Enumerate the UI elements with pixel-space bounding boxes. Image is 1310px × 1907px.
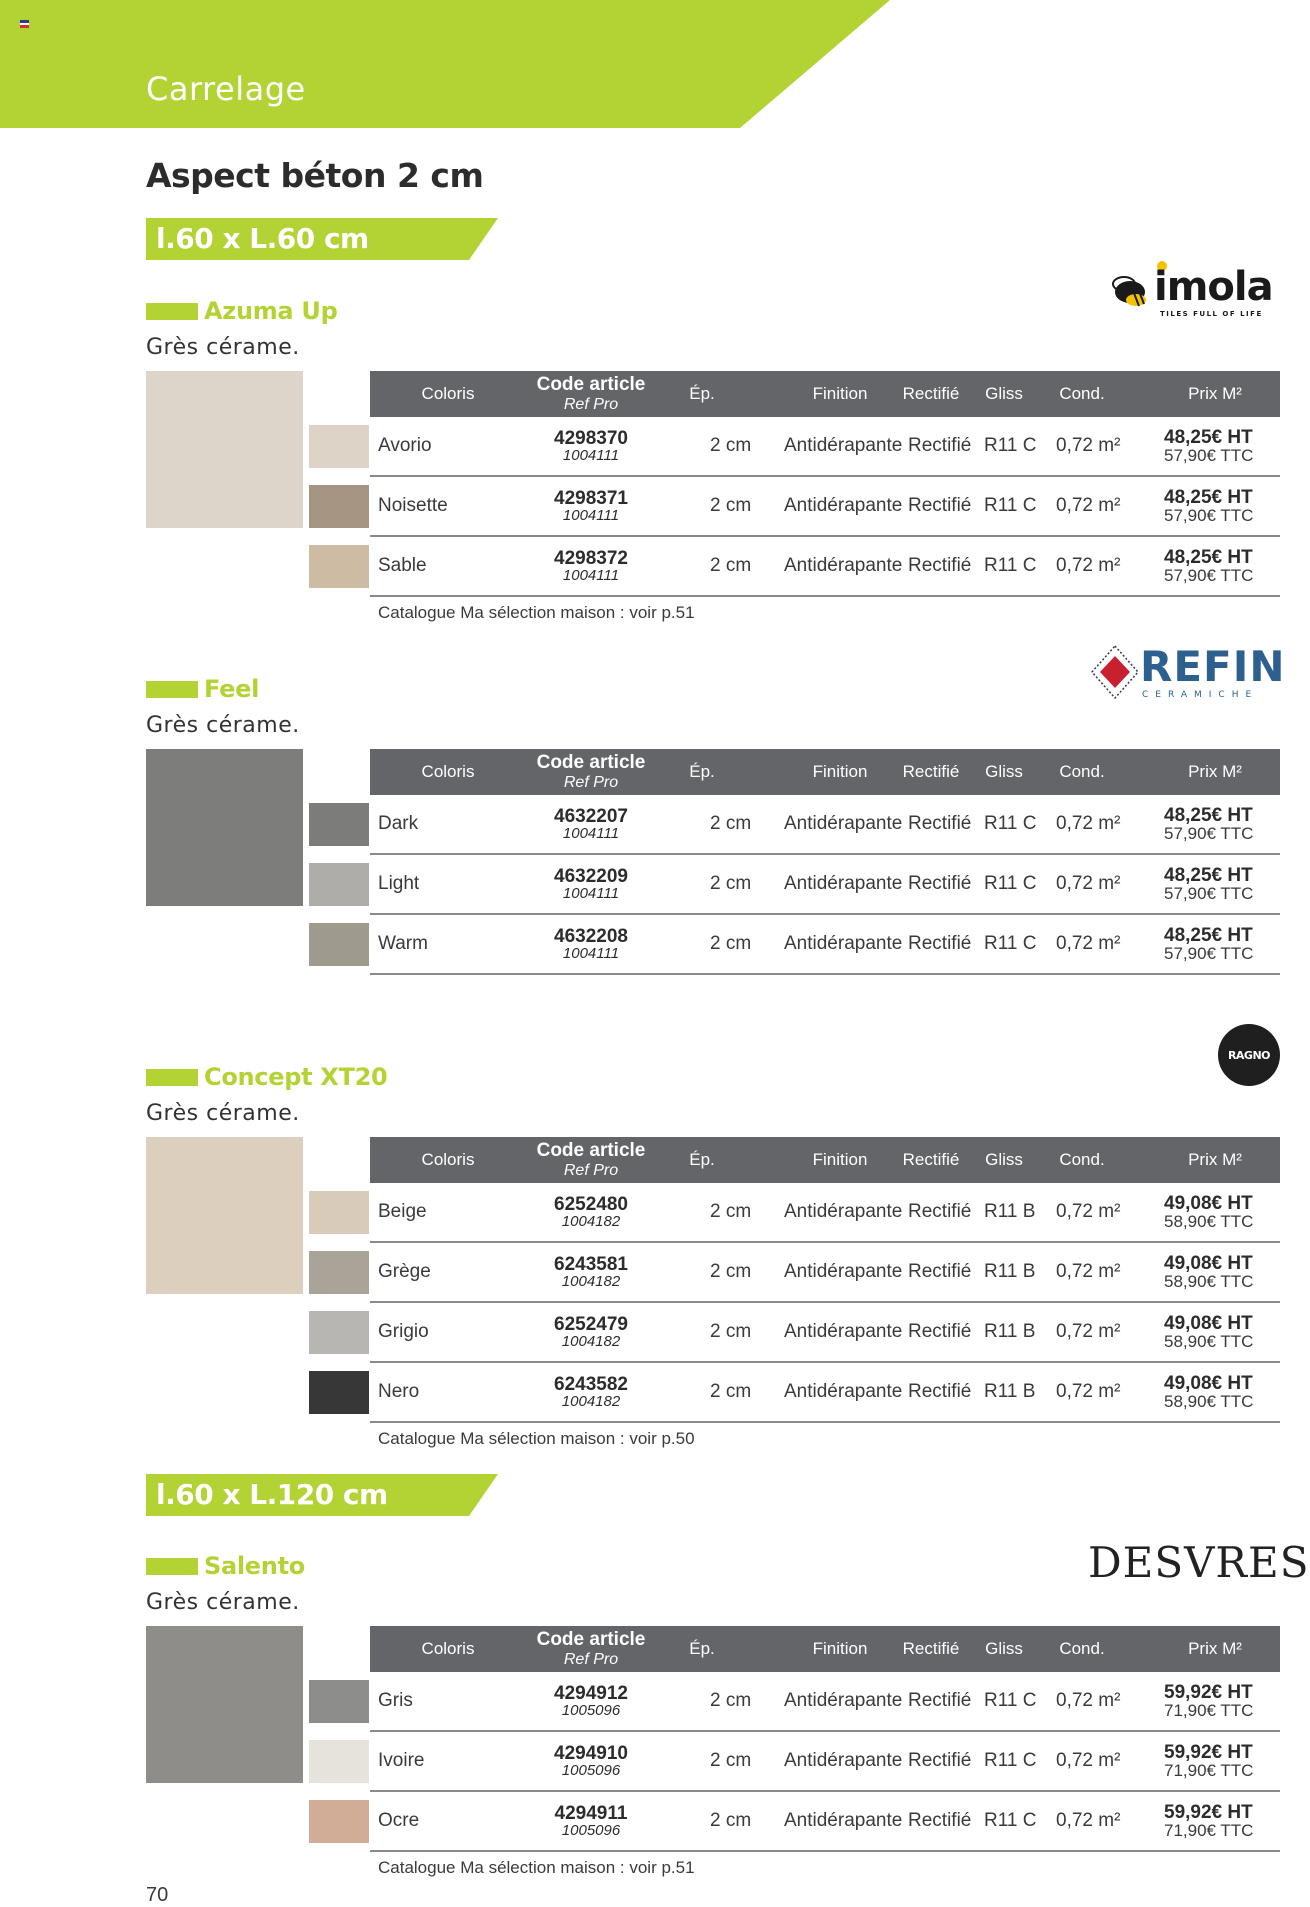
color-swatch — [309, 1740, 369, 1783]
row-cond: 0,72 m² — [1056, 1810, 1121, 1831]
header-finition: Finition — [812, 383, 868, 403]
row-price-ttc: 71,90€ TTC — [1164, 1761, 1254, 1780]
section-title: Azuma Up — [204, 297, 338, 325]
row-refpro-value: 1005096 — [561, 1762, 621, 1779]
row-rectifie: Rectifié — [908, 495, 972, 516]
row-cond: 0,72 m² — [1056, 1750, 1121, 1771]
row-price — [1164, 1363, 1280, 1421]
page-number: 70 — [146, 1884, 169, 1906]
table-header — [370, 371, 1280, 417]
header-finition: Finition — [812, 1638, 868, 1658]
header-code — [518, 749, 664, 795]
row-price-ttc: 57,90€ TTC — [1164, 884, 1254, 903]
product-main-swatch — [146, 371, 303, 528]
size-bar-60x120 — [146, 1474, 498, 1516]
refin-logo — [1090, 642, 1286, 704]
header-prix: Prix M² — [1188, 761, 1242, 781]
catalogue-note: Catalogue Ma sélection maison : voir p.51 — [378, 1858, 695, 1877]
header-ep: Ép. — [689, 761, 715, 781]
product-table — [370, 1626, 1280, 1878]
row-rectifie: Rectifié — [908, 435, 972, 456]
row-code — [518, 795, 664, 853]
row-price — [1164, 1183, 1280, 1241]
section-material: Grès cérame. — [146, 1590, 300, 1615]
row-ep: 2 cm — [710, 435, 752, 456]
header-refpro-label: Ref Pro — [563, 1161, 619, 1179]
row-coloris: Ocre — [378, 1810, 420, 1831]
color-swatch — [309, 1800, 369, 1843]
row-gliss: R11 C — [984, 873, 1037, 894]
row-price-ttc: 57,90€ TTC — [1164, 446, 1254, 465]
row-rectifie: Rectifié — [908, 1201, 972, 1222]
row-price-ht: 49,08€ HT — [1164, 1313, 1253, 1334]
color-swatch — [309, 1191, 369, 1234]
row-code-value: 4298372 — [554, 548, 628, 569]
row-coloris: Gris — [378, 1690, 413, 1711]
row-price — [1164, 417, 1280, 475]
row-rectifie: Rectifié — [908, 1381, 972, 1402]
section-material: Grès cérame. — [146, 335, 300, 360]
row-code — [518, 1363, 664, 1421]
row-price — [1164, 477, 1280, 535]
row-price-ttc: 58,90€ TTC — [1164, 1392, 1254, 1411]
row-gliss: R11 C — [984, 1750, 1037, 1771]
top-banner-shape — [0, 0, 890, 128]
row-cond: 0,72 m² — [1056, 435, 1121, 456]
row-gliss: R11 B — [984, 1321, 1036, 1342]
size-label: l.60 x L.120 cm — [156, 1478, 388, 1511]
row-code-value: 4632209 — [554, 866, 628, 887]
header-coloris: Coloris — [421, 1638, 475, 1658]
row-rectifie: Rectifié — [908, 1261, 972, 1282]
row-price-ht: 48,25€ HT — [1164, 427, 1253, 448]
row-rectifie: Rectifié — [908, 1321, 972, 1342]
header-gliss: Gliss — [985, 1149, 1023, 1169]
section-title: Feel — [204, 675, 260, 703]
row-price — [1164, 1303, 1280, 1361]
row-price — [1164, 855, 1280, 913]
header-ep: Ép. — [689, 1638, 715, 1658]
row-price-ht: 48,25€ HT — [1164, 547, 1253, 568]
row-finition: Antidérapante — [784, 813, 903, 834]
row-code — [518, 417, 664, 475]
imola-wordmark: imola — [1154, 264, 1273, 310]
header-prix: Prix M² — [1188, 383, 1242, 403]
product-main-swatch — [146, 1626, 303, 1783]
row-ep: 2 cm — [710, 1750, 752, 1771]
desvres-wordmark: DESVRES — [1088, 1538, 1310, 1587]
row-price-ttc: 58,90€ TTC — [1164, 1272, 1254, 1291]
row-cond: 0,72 m² — [1056, 1201, 1121, 1222]
row-code-value: 4632208 — [554, 926, 628, 947]
row-code — [518, 1183, 664, 1241]
desvres-logo — [1088, 1538, 1310, 1587]
header-cond: Cond. — [1059, 761, 1105, 781]
table-row — [370, 795, 1280, 855]
row-price — [1164, 1243, 1280, 1301]
row-ep: 2 cm — [710, 1381, 752, 1402]
row-refpro-value: 1005096 — [561, 1702, 621, 1719]
row-code-value: 4294911 — [554, 1803, 628, 1824]
row-code — [518, 1303, 664, 1361]
row-refpro-value: 1004111 — [562, 945, 620, 962]
row-ep: 2 cm — [710, 1321, 752, 1342]
section-header — [146, 297, 337, 325]
row-ep: 2 cm — [710, 1690, 752, 1711]
color-swatch — [309, 863, 369, 906]
section-marker — [146, 1069, 198, 1086]
row-rectifie: Rectifié — [908, 555, 972, 576]
row-price-ht: 48,25€ HT — [1164, 487, 1253, 508]
row-rectifie: Rectifié — [908, 873, 972, 894]
row-coloris: Ivoire — [378, 1750, 425, 1771]
row-cond: 0,72 m² — [1056, 933, 1121, 954]
row-price-ttc: 58,90€ TTC — [1164, 1332, 1254, 1351]
section-marker — [146, 681, 198, 698]
row-price-ttc: 57,90€ TTC — [1164, 506, 1254, 525]
header-ep: Ép. — [689, 1149, 715, 1169]
size-bar-60x60 — [146, 218, 498, 260]
row-price — [1164, 1792, 1280, 1850]
table-row — [370, 855, 1280, 915]
row-price-ttc: 71,90€ TTC — [1164, 1701, 1254, 1720]
header-gliss: Gliss — [985, 383, 1023, 403]
row-price-ht: 49,08€ HT — [1164, 1373, 1253, 1394]
color-swatch — [309, 485, 369, 528]
row-code — [518, 1672, 664, 1730]
row-refpro-value: 1004111 — [562, 885, 620, 902]
row-coloris: Light — [378, 873, 420, 894]
row-gliss: R11 C — [984, 933, 1037, 954]
row-price-ttc: 57,90€ TTC — [1164, 944, 1254, 963]
header-coloris: Coloris — [421, 761, 475, 781]
row-rectifie: Rectifié — [908, 813, 972, 834]
color-swatch — [309, 545, 369, 588]
header-cond: Cond. — [1059, 383, 1105, 403]
row-refpro-value: 1004182 — [561, 1393, 621, 1410]
row-gliss: R11 B — [984, 1261, 1036, 1282]
row-cond: 0,72 m² — [1056, 1261, 1121, 1282]
header-code-label: Code article — [536, 1628, 646, 1650]
row-code — [518, 1243, 664, 1301]
row-price-ttc: 57,90€ TTC — [1164, 824, 1254, 843]
row-price-ht: 59,92€ HT — [1164, 1802, 1253, 1823]
table-row — [370, 417, 1280, 477]
row-gliss: R11 B — [984, 1201, 1036, 1222]
refin-wordmark: REFIN — [1140, 642, 1286, 691]
row-rectifie: Rectifié — [908, 1750, 972, 1771]
row-cond: 0,72 m² — [1056, 495, 1121, 516]
row-finition: Antidérapante — [784, 495, 903, 516]
row-cond: 0,72 m² — [1056, 1321, 1121, 1342]
header-rectifie: Rectifié — [902, 1638, 960, 1658]
row-finition: Antidérapante — [784, 1810, 903, 1831]
table-row — [370, 1732, 1280, 1792]
row-coloris: Avorio — [378, 435, 432, 456]
color-swatch — [309, 923, 369, 966]
row-refpro-value: 1004111 — [562, 507, 620, 524]
table-header — [370, 749, 1280, 795]
row-refpro-value: 1004182 — [561, 1213, 621, 1230]
product-table — [370, 371, 1280, 623]
row-refpro-value: 1004111 — [562, 825, 620, 842]
row-code — [518, 477, 664, 535]
row-cond: 0,72 m² — [1056, 1690, 1121, 1711]
table-row — [370, 1303, 1280, 1363]
row-rectifie: Rectifié — [908, 1810, 972, 1831]
row-code-value: 4294912 — [554, 1683, 628, 1704]
row-coloris: Grigio — [378, 1321, 429, 1342]
row-coloris: Nero — [378, 1381, 420, 1402]
top-banner — [0, 0, 890, 128]
table-row — [370, 1243, 1280, 1303]
table-row — [370, 1792, 1280, 1852]
row-ep: 2 cm — [710, 873, 752, 894]
row-code — [518, 1732, 664, 1790]
row-gliss: R11 C — [984, 435, 1037, 456]
header-code — [518, 1626, 664, 1672]
row-coloris: Dark — [378, 813, 419, 834]
row-finition: Antidérapante — [784, 555, 903, 576]
header-coloris: Coloris — [421, 1149, 475, 1169]
row-code-value: 4298371 — [554, 488, 628, 509]
refin-tagline: CERAMICHE — [1142, 690, 1259, 700]
row-gliss: R11 C — [984, 495, 1037, 516]
header-cond: Cond. — [1059, 1638, 1105, 1658]
product-table — [370, 749, 1280, 975]
flag-icon — [20, 20, 29, 28]
imola-tagline: TILES FULL OF LIFE — [1160, 310, 1263, 318]
header-code-label: Code article — [536, 751, 646, 773]
category-title: Carrelage — [146, 70, 306, 108]
section-header — [146, 675, 259, 703]
row-price-ht: 59,92€ HT — [1164, 1682, 1253, 1703]
row-finition: Antidérapante — [784, 873, 903, 894]
row-refpro-value: 1005096 — [561, 1822, 621, 1839]
header-prix: Prix M² — [1188, 1149, 1242, 1169]
row-cond: 0,72 m² — [1056, 873, 1121, 894]
row-price-ht: 49,08€ HT — [1164, 1253, 1253, 1274]
header-coloris: Coloris — [421, 383, 475, 403]
row-gliss: R11 C — [984, 1690, 1037, 1711]
section-header — [146, 1552, 305, 1580]
row-finition: Antidérapante — [784, 435, 903, 456]
header-finition: Finition — [812, 761, 868, 781]
header-rectifie: Rectifié — [902, 761, 960, 781]
row-coloris: Grège — [378, 1261, 431, 1282]
table-row — [370, 1363, 1280, 1423]
color-swatch — [309, 1251, 369, 1294]
row-finition: Antidérapante — [784, 1321, 903, 1342]
table-header — [370, 1137, 1280, 1183]
row-cond: 0,72 m² — [1056, 1381, 1121, 1402]
section-title: Salento — [204, 1552, 305, 1580]
header-rectifie: Rectifié — [902, 1149, 960, 1169]
product-main-swatch — [146, 749, 303, 906]
row-price-ht: 48,25€ HT — [1164, 925, 1253, 946]
row-refpro-value: 1004111 — [562, 447, 620, 464]
row-ep: 2 cm — [710, 1261, 752, 1282]
catalogue-note: Catalogue Ma sélection maison : voir p.51 — [378, 603, 695, 622]
row-price — [1164, 1672, 1280, 1730]
header-rectifie: Rectifié — [902, 383, 960, 403]
section-title: Concept XT20 — [204, 1063, 388, 1091]
row-price-ht: 49,08€ HT — [1164, 1193, 1253, 1214]
row-coloris: Noisette — [378, 495, 448, 516]
row-refpro-value: 1004182 — [561, 1333, 621, 1350]
color-swatch — [309, 425, 369, 468]
table-header — [370, 1626, 1280, 1672]
row-ep: 2 cm — [710, 1810, 752, 1831]
row-finition: Antidérapante — [784, 1690, 903, 1711]
row-price-ht: 48,25€ HT — [1164, 865, 1253, 886]
row-price — [1164, 795, 1280, 853]
product-main-swatch — [146, 1137, 303, 1294]
table-row — [370, 477, 1280, 537]
row-code-value: 4298370 — [554, 428, 628, 449]
row-ep: 2 cm — [710, 933, 752, 954]
row-coloris: Warm — [378, 933, 428, 954]
row-code-value: 6252479 — [554, 1314, 628, 1335]
header-gliss: Gliss — [985, 1638, 1023, 1658]
table-row — [370, 1183, 1280, 1243]
row-price — [1164, 915, 1280, 973]
table-row — [370, 915, 1280, 975]
header-refpro-label: Ref Pro — [563, 1650, 619, 1668]
product-table — [370, 1137, 1280, 1449]
row-rectifie: Rectifié — [908, 1690, 972, 1711]
row-finition: Antidérapante — [784, 1750, 903, 1771]
row-coloris: Beige — [378, 1201, 427, 1222]
table-row — [370, 1672, 1280, 1732]
header-code — [518, 371, 664, 417]
row-code — [518, 915, 664, 973]
row-cond: 0,72 m² — [1056, 555, 1121, 576]
table-row — [370, 537, 1280, 597]
header-refpro-label: Ref Pro — [563, 773, 619, 791]
row-price-ht: 48,25€ HT — [1164, 805, 1253, 826]
row-ep: 2 cm — [710, 495, 752, 516]
color-swatch — [309, 1311, 369, 1354]
row-coloris: Sable — [378, 555, 427, 576]
row-gliss: R11 C — [984, 1810, 1037, 1831]
row-gliss: R11 B — [984, 1381, 1036, 1402]
header-ep: Ép. — [689, 383, 715, 403]
row-cond: 0,72 m² — [1056, 813, 1121, 834]
header-refpro-label: Ref Pro — [563, 395, 619, 413]
header-finition: Finition — [812, 1149, 868, 1169]
catalogue-note: Catalogue Ma sélection maison : voir p.50 — [378, 1429, 695, 1448]
section-material: Grès cérame. — [146, 1101, 300, 1126]
row-price-ht: 59,92€ HT — [1164, 1742, 1253, 1763]
color-swatch — [309, 803, 369, 846]
page-title: Aspect béton 2 cm — [146, 156, 484, 195]
row-finition: Antidérapante — [784, 933, 903, 954]
color-swatch — [309, 1680, 369, 1723]
section-header — [146, 1063, 387, 1091]
ragno-logo — [1218, 1024, 1280, 1086]
row-code-value: 6252480 — [554, 1194, 628, 1215]
size-label: l.60 x L.60 cm — [156, 222, 369, 255]
section-material: Grès cérame. — [146, 713, 300, 738]
row-price-ttc: 58,90€ TTC — [1164, 1212, 1254, 1231]
row-code — [518, 855, 664, 913]
row-price-ttc: 57,90€ TTC — [1164, 566, 1254, 585]
row-price — [1164, 537, 1280, 595]
row-refpro-value: 1004182 — [561, 1273, 621, 1290]
row-code — [518, 537, 664, 595]
row-ep: 2 cm — [710, 1201, 752, 1222]
row-ep: 2 cm — [710, 813, 752, 834]
row-code-value: 4632207 — [554, 806, 628, 827]
ragno-wordmark: RAGNO — [1227, 1048, 1271, 1062]
header-code — [518, 1137, 664, 1183]
header-code-label: Code article — [536, 373, 646, 395]
row-code-value: 6243581 — [554, 1254, 628, 1275]
header-prix: Prix M² — [1188, 1638, 1242, 1658]
header-gliss: Gliss — [985, 761, 1023, 781]
row-code-value: 6243582 — [554, 1374, 628, 1395]
row-rectifie: Rectifié — [908, 933, 972, 954]
row-finition: Antidérapante — [784, 1201, 903, 1222]
section-marker — [146, 303, 198, 320]
row-code-value: 4294910 — [554, 1743, 628, 1764]
row-price — [1164, 1732, 1280, 1790]
row-price-ttc: 71,90€ TTC — [1164, 1821, 1254, 1840]
row-refpro-value: 1004111 — [562, 567, 620, 584]
color-swatch — [309, 1371, 369, 1414]
row-gliss: R11 C — [984, 813, 1037, 834]
row-ep: 2 cm — [710, 555, 752, 576]
row-finition: Antidérapante — [784, 1381, 903, 1402]
section-marker — [146, 1558, 198, 1575]
header-code-label: Code article — [536, 1139, 646, 1161]
imola-logo — [1102, 258, 1278, 322]
row-code — [518, 1792, 664, 1850]
row-gliss: R11 C — [984, 555, 1037, 576]
row-finition: Antidérapante — [784, 1261, 903, 1282]
header-cond: Cond. — [1059, 1149, 1105, 1169]
